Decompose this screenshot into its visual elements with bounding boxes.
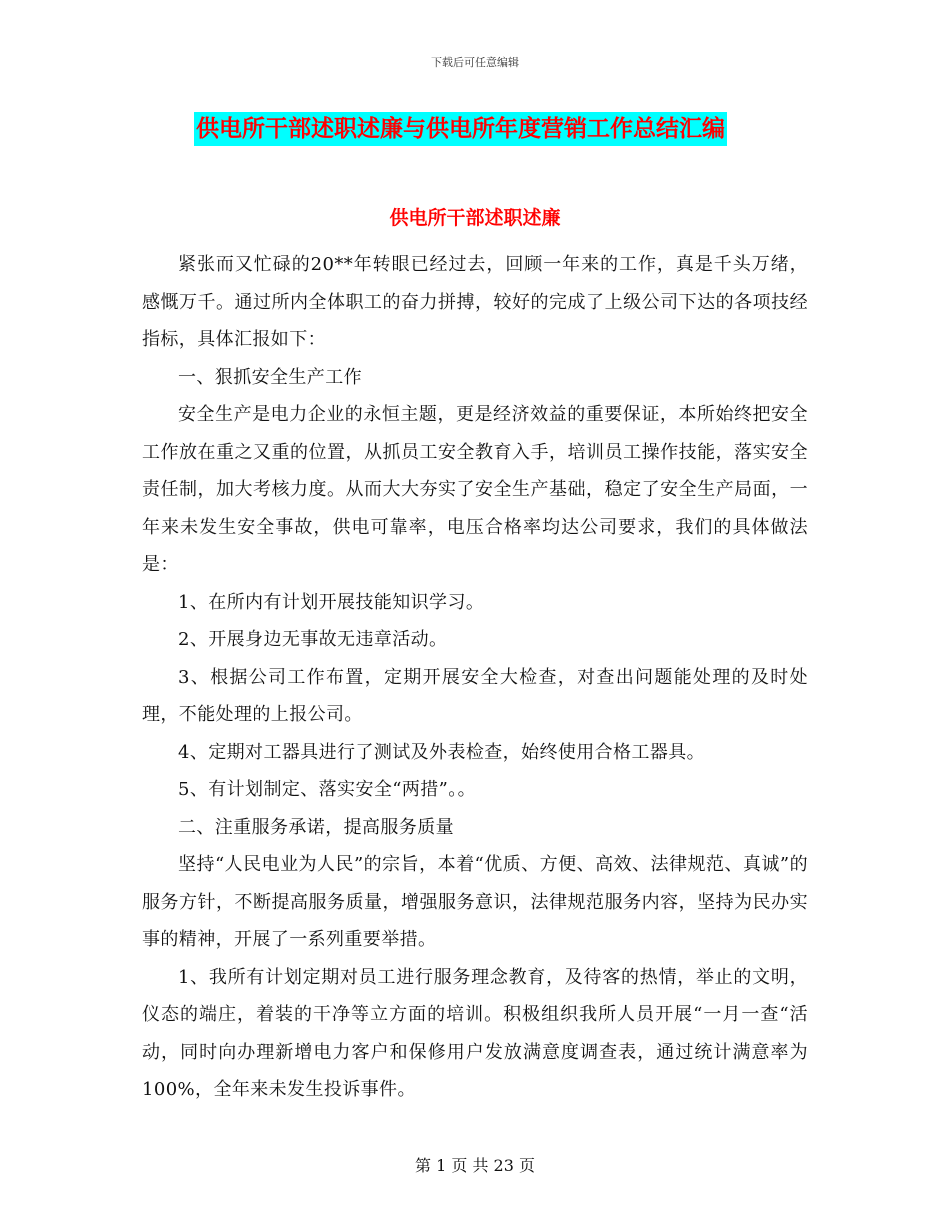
list-item: 1、在所内有计划开展技能知识学习。 <box>178 591 485 613</box>
header-note: 下载后可任意编辑 <box>431 56 519 69</box>
document-title: 供电所干部述职述廉与供电所年度营销工作总结汇编 <box>194 112 727 146</box>
section-title: 供电所干部述职述廉 <box>389 207 561 229</box>
paragraph-safety: 安全生产是电力企业的永恒主题，更是经济效益的重要保证，本所始终把安全工作放在重之又重的位置，从抓员工安全教育入手，培训员工操作技能，落实安全责任制，加大考核力度。从而大大夯实了安全生产基础，稳定了安全生产局面，一年来未发生安全事故，供电可靠率，电压合格率均达公司要求，我们的具体做法是： <box>142 404 808 575</box>
paragraph-intro: 紧张而又忙碌的20**年转眼已经过去，回顾一年来的工作，真是千头万绪，感慨万千。通过所内全体职工的奋力拼搏，较好的完成了上级公司下达的各项技经指标，具体汇报如下： <box>142 254 808 350</box>
list-item: 5、有计划制定、落实安全“两措”。。 <box>178 779 477 800</box>
list-item: 2、开展身边无事故无违章活动。 <box>178 629 448 650</box>
list-item: 3、根据公司工作布置，定期开展安全大检查，对查出问题能处理的及时处理，不能处理的上报公司。 <box>142 666 808 725</box>
heading-safety: 一、狠抓安全生产工作 <box>178 366 362 388</box>
list-item: 1、我所有计划定期对员工进行服务理念教育，及待客的热情，举止的文明，仪态的端庄，着装的干净等立方面的培训。积极组织我所人员开展“一月一查“活动，同时向办理新增电力客户和保修用户发放满意度调查表，通过统计满意率为100%，全年来未发生投诉事件。 <box>142 966 808 1100</box>
list-item: 4、定期对工器具进行了测试及外表检查，始终使用合格工器具。 <box>178 741 706 763</box>
document-body <box>142 246 808 1109</box>
heading-service: 二、注重服务承诺，提高服务质量 <box>178 816 454 838</box>
paragraph-service: 坚持“人民电业为人民”的宗旨，本着“优质、方便、高效、法律规范、真诚”的服务方针，不断提高服务质量，增强服务意识，法律规范服务内容，坚持为民办实事的精神，开展了一系列重要举措。 <box>142 854 808 950</box>
page-number: 第 1 页 共 23 页 <box>415 1156 535 1175</box>
